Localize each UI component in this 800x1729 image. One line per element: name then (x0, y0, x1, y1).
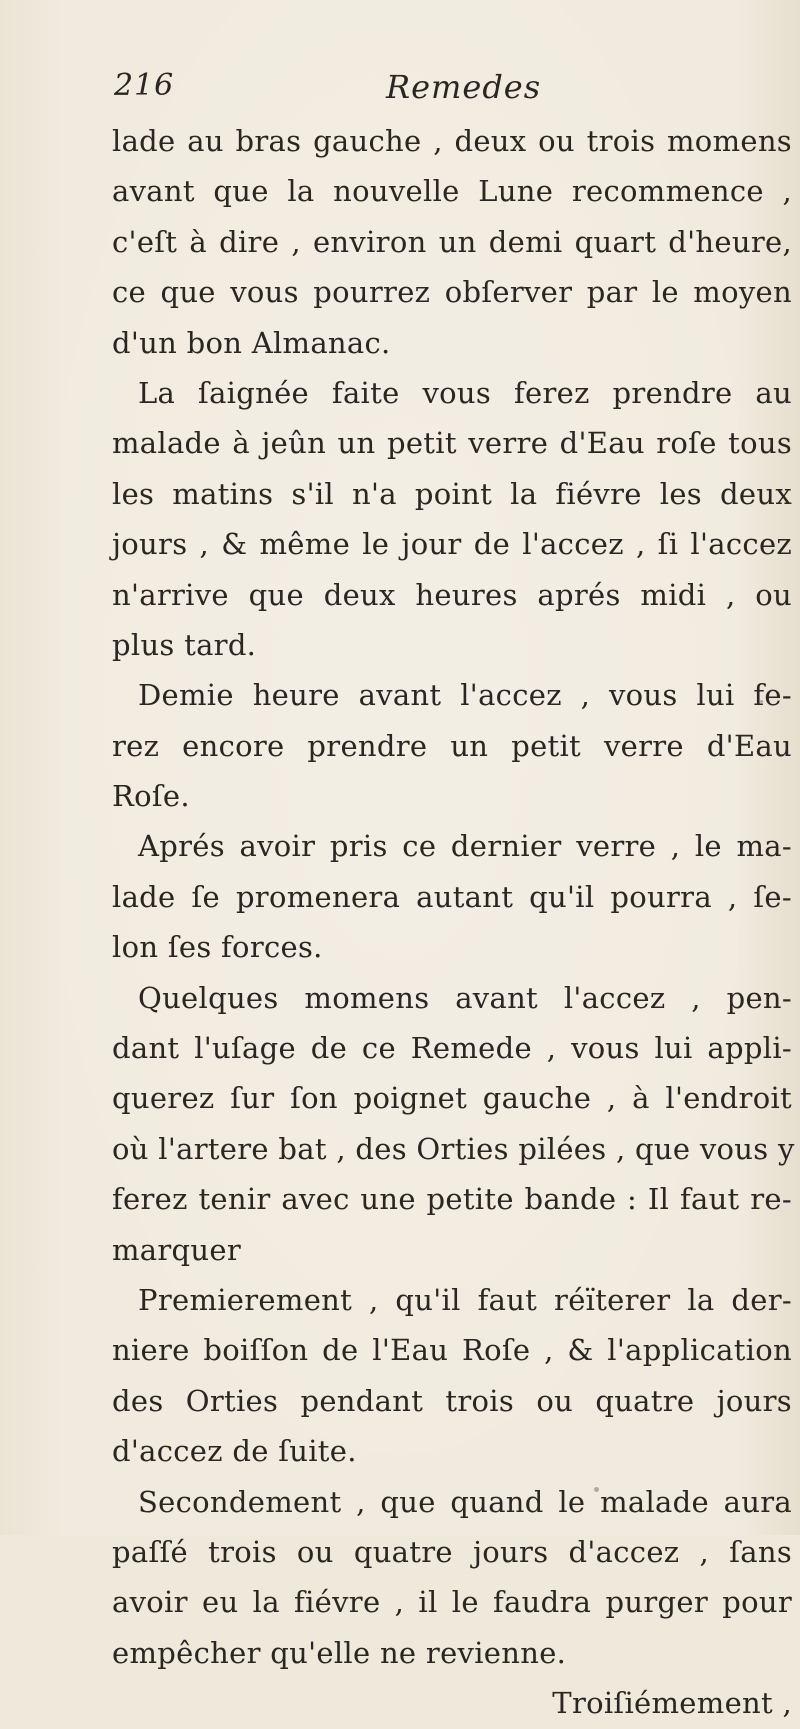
text-line: lade au bras gauche , deux ou trois momens (112, 124, 792, 158)
text-line: querez ſur ſon poignet gauche , à l'endroit (112, 1081, 792, 1116)
text-line: d'accez de ſuite. (112, 1434, 357, 1469)
page-number: 216 (114, 68, 175, 103)
text-line: rez encore prendre un petit verre d'Eau (112, 728, 792, 763)
running-title: Remedes (386, 68, 542, 106)
catchword-line: Troiſiémement , (552, 1686, 792, 1721)
text-line: marquer (112, 1232, 242, 1267)
text-line: empêcher qu'elle ne revienne. (112, 1635, 567, 1670)
paragraph-start-line: Quelques momens avant l'accez , pen- (138, 980, 792, 1015)
text-line: les matins s'il n'a point la fiévre les deux (112, 476, 792, 511)
text-line: malade à jeûn un petit verre d'Eau roſe tous (112, 426, 792, 461)
text-line: avoir eu la fiévre , il le faudra purger pour (112, 1585, 792, 1620)
text-line: lon ſes forces. (112, 930, 323, 965)
paragraph-start-line: La ſaignée faite vous ferez prendre au (138, 375, 792, 410)
paragraph-start-line: Aprés avoir pris ce dernier verre , le ma- (138, 829, 792, 864)
paper-speck (594, 1487, 599, 1492)
text-line: dant l'uſage de ce Remede , vous lui appli- (112, 1031, 792, 1066)
text-line: paſſé trois ou quatre jours d'accez , ſans (112, 1534, 792, 1569)
text-line: ce que vous pourrez obſerver par le moyen (112, 275, 792, 310)
text-line: Roſe. (112, 779, 190, 814)
text-line: plus tard. (112, 627, 257, 662)
text-line: lade ſe promenera autant qu'il pourra , ſe- (112, 879, 792, 914)
text-line: des Orties pendant trois ou quatre jours (112, 1383, 792, 1418)
paragraph-start-line: Secondement , que quand le malade aura (138, 1484, 792, 1519)
paragraph-start-line: Premierement , qu'il faut réïterer la der- (138, 1282, 792, 1317)
paper-speck (760, 700, 763, 703)
text-line: niere boiſſon de l'Eau Roſe , & l'application (112, 1333, 792, 1368)
text-line: jours , & même le jour de l'accez , ſi l'accez (112, 527, 792, 562)
text-line: avant que la nouvelle Lune recommence , (112, 174, 792, 209)
text-line: n'arrive que deux heures aprés midi , ou (112, 577, 792, 612)
body-text (112, 116, 795, 1729)
text-line: où l'artere bat , des Orties pilées , que vous y (112, 1131, 795, 1166)
text-line: c'eſt à dire , environ un demi quart d'heure, (112, 224, 792, 259)
paragraph-start-line: Demie heure avant l'accez , vous lui fe- (138, 678, 792, 713)
page-header (114, 68, 554, 112)
text-line: ferez tenir avec une petite bande : Il faut re- (112, 1182, 792, 1217)
text-line: d'un bon Almanac. (112, 325, 391, 360)
